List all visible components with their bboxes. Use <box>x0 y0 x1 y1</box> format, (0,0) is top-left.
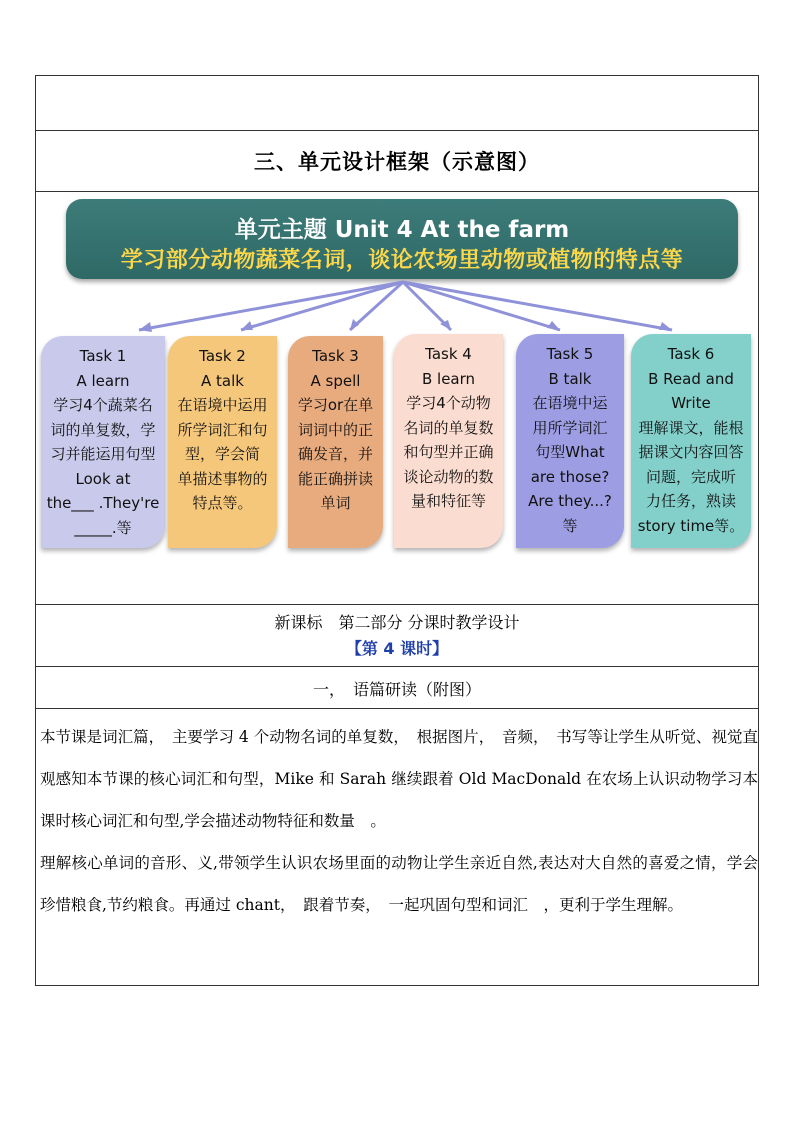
task-text-line: 单词 <box>320 494 351 512</box>
task-text-line: 在语境中运 <box>532 394 608 412</box>
task-name: Task 5 <box>546 345 594 363</box>
task-card-1 <box>41 336 165 548</box>
task-name: Task 2 <box>199 347 246 365</box>
task-text-line: 型，学会简 <box>184 445 260 463</box>
task-name: Task 6 <box>667 345 715 363</box>
task-text-line: 句型What <box>535 443 605 461</box>
table-divider <box>36 666 758 667</box>
subsection-title: 一， 语篇研读（附图） <box>312 680 481 699</box>
body-paragraph: 理解核心单词的音形、义,带领学生认识农场里面的动物让学生亲近自然,表达对大自然的喜爱之情，学会珍惜粮食,节约粮食。再通过 chant， 跟着节奏， 一起巩固句型和词汇 ，更利于学生理解。 <box>40 854 758 914</box>
task-text-line: 理解课文，能根 <box>638 418 744 437</box>
lesson-design-table <box>35 75 759 986</box>
task-text-line: Are they...? <box>528 492 612 510</box>
task-text-line: 词词中的正 <box>297 420 373 439</box>
task-text-line: 等 <box>562 516 578 535</box>
unit-theme-subtitle: 学习部分动物蔬菜名词，谈论农场里动物或植物的特点等 <box>120 248 684 273</box>
task-text-line: A learn <box>76 371 130 390</box>
task-text-line: 词的单复数，学 <box>50 420 156 439</box>
part-two-heading: 新课标 第二部分 分课时教学设计 <box>274 613 520 632</box>
task-text-line: Write <box>671 394 711 412</box>
task-text-line: the___ .They're <box>46 494 160 512</box>
task-text-line: 学习4个蔬菜名 <box>53 396 153 414</box>
task-text-line: A spell <box>310 371 361 390</box>
section-title: 三、单元设计框架（示意图） <box>254 150 540 174</box>
task-text-line: Look at <box>75 469 131 488</box>
task-text-line: 在语境中运用 <box>177 396 268 414</box>
task-text-line: 所学词汇和句 <box>177 420 268 439</box>
task-text-line: 确发音，并 <box>297 445 373 463</box>
task-text-line: 量和特征等 <box>410 492 486 510</box>
task-card-6 <box>631 334 751 548</box>
arrow-to-task-1 <box>139 282 403 330</box>
task-text-line: _____.等 <box>74 518 132 537</box>
task-text-line: 名词的单复数 <box>403 418 494 437</box>
task-text-line: story time等。 <box>637 516 745 535</box>
task-text-line: B learn <box>421 369 476 388</box>
task-card-3 <box>288 336 383 548</box>
task-text-line: 能正确拼读 <box>297 469 373 488</box>
table-divider <box>36 604 758 605</box>
task-card-2 <box>168 336 277 548</box>
task-card-5 <box>516 334 624 548</box>
period-label: 【第 4 课时】 <box>345 639 449 658</box>
task-text-line: 单描述事物的 <box>177 469 268 488</box>
task-text-line: 学习or在单 <box>297 396 374 414</box>
task-text-line: B talk <box>548 369 592 388</box>
task-text-line: 学习4个动物 <box>406 394 491 412</box>
task-text-line: 谈论动物的数 <box>403 467 494 486</box>
task-text-line: 习并能运用句型 <box>50 445 156 463</box>
task-name: Task 4 <box>425 345 472 363</box>
unit-theme-title: 单元主题 Unit 4 At the farm <box>234 217 570 243</box>
task-text-line: 用所学词汇 <box>532 418 608 437</box>
body-paragraph: 本节课是词汇篇， 主要学习 4 个动物名词的单复数， 根据图片， 音频， 书写等让学生从听觉、视觉直观感知本节课的核心词汇和句型，Mike 和 Sarah 继续跟着 Old MacDonald 在农场上认识动物学习本课时核心词汇和句型,学会描述动物特征和数量 。 <box>40 728 758 830</box>
task-text-line: 问题，完成听 <box>645 467 736 486</box>
table-divider <box>36 708 758 709</box>
task-text-line: are those? <box>530 467 610 486</box>
task-text-line: 据课文内容回答 <box>638 443 744 461</box>
task-text-line: 力任务，熟读 <box>645 492 736 510</box>
task-card-4 <box>394 334 503 548</box>
task-name: Task 3 <box>312 347 359 365</box>
task-text-line: A talk <box>201 371 244 390</box>
task-text-line: 特点等。 <box>192 494 253 512</box>
text-analysis-body <box>40 716 758 926</box>
task-text-line: 和句型并正确 <box>403 443 494 461</box>
task-text-line: B Read and <box>648 369 734 388</box>
arrow-fan-diagram <box>36 76 760 376</box>
task-name: Task 1 <box>79 347 127 365</box>
